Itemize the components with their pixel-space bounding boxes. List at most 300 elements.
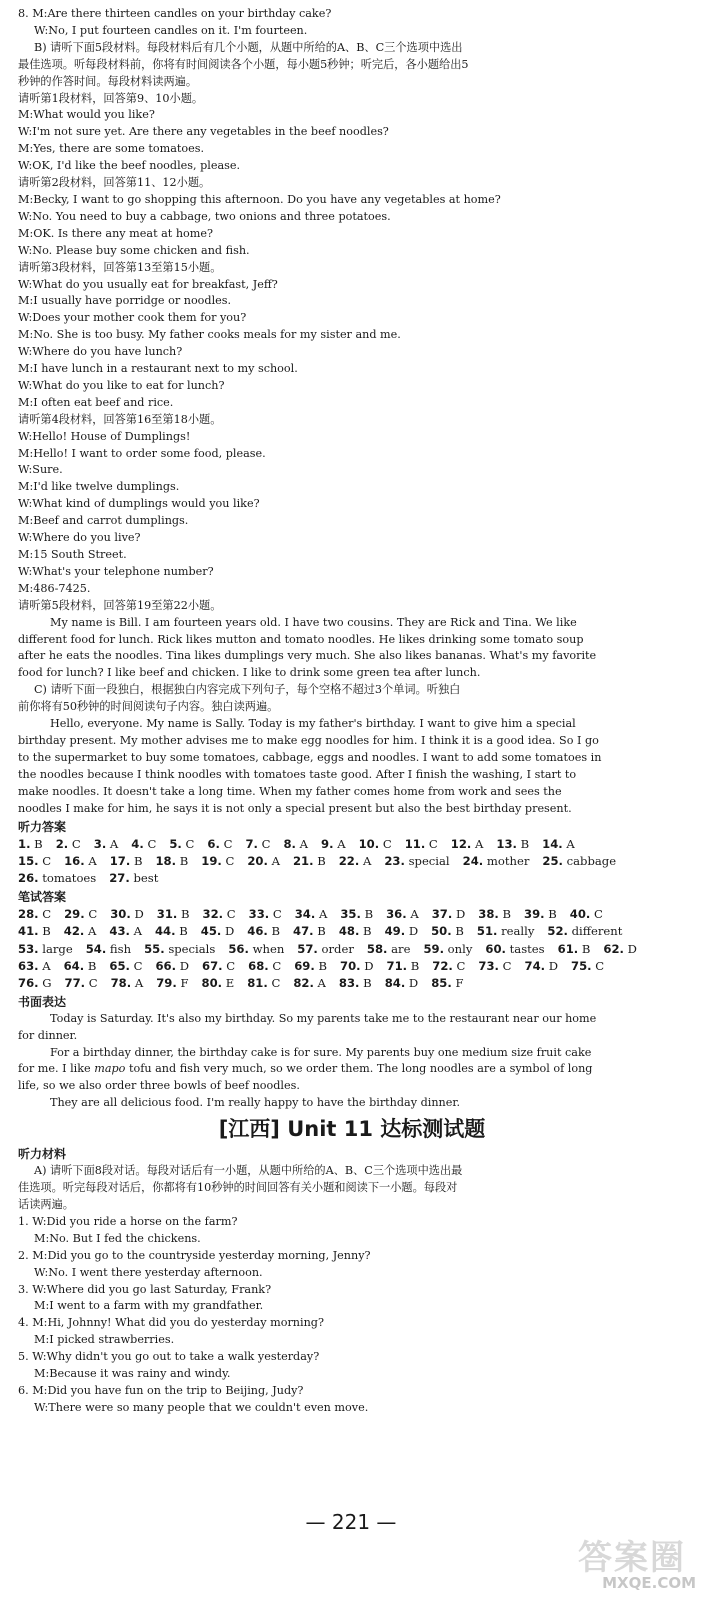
answer-item bbox=[321, 837, 346, 851]
answer-item bbox=[245, 837, 270, 851]
part-c-instruction: 前你将有50秒钟的时间阅读句子内容。独白读两遍。 bbox=[18, 700, 279, 714]
answer-number: 9. bbox=[321, 836, 334, 851]
dialog-list bbox=[18, 1214, 686, 1417]
dialog-question-line: 6. M:Did you have fun on the trip to Beijing, Judy? bbox=[18, 1383, 304, 1397]
answer-item bbox=[451, 837, 484, 851]
text-line: M:I'd like twelve dumplings. bbox=[18, 480, 180, 494]
answer-value: D bbox=[627, 941, 637, 956]
answer-value: C bbox=[271, 976, 281, 991]
answer-item bbox=[110, 907, 144, 921]
answer-item bbox=[524, 907, 557, 921]
text-line: M:15 South Street. bbox=[18, 548, 127, 561]
text-line: W:Hello! House of Dumplings! bbox=[18, 429, 191, 443]
answer-value: specials bbox=[168, 941, 216, 956]
answer-number: 60. bbox=[485, 941, 506, 956]
answer-value: B bbox=[133, 853, 143, 868]
answer-value: C bbox=[88, 976, 98, 991]
dialog-reply-line: M:I picked strawberries. bbox=[34, 1333, 175, 1347]
answer-number: 1. bbox=[18, 836, 31, 851]
answer-item bbox=[367, 942, 411, 956]
answer-value: B bbox=[271, 924, 281, 939]
answer-item bbox=[203, 907, 236, 921]
watermark-url: MXQE.COM bbox=[602, 1574, 696, 1592]
answer-item bbox=[423, 942, 472, 956]
monologue bbox=[18, 716, 686, 817]
answer-row bbox=[18, 870, 686, 887]
answer-number: 67. bbox=[202, 958, 223, 973]
answer-item bbox=[385, 976, 419, 990]
answer-number: 5. bbox=[169, 836, 182, 851]
answer-number: 76. bbox=[18, 976, 39, 991]
answer-value: A bbox=[318, 906, 328, 921]
answer-value: C bbox=[272, 906, 282, 921]
answer-value: tastes bbox=[509, 941, 545, 956]
answer-number: 7. bbox=[245, 836, 258, 851]
text-line: W:Where do you live? bbox=[18, 531, 141, 545]
text-line: My name is Bill. I am fourteen years old. I have two cousins. They are Rick and Tina. We like bbox=[50, 615, 577, 629]
answer-value: B bbox=[42, 924, 51, 939]
answer-number: 70. bbox=[340, 958, 361, 973]
answer-value: B bbox=[548, 906, 557, 921]
answer-number: 83. bbox=[338, 976, 360, 991]
answer-number: 33. bbox=[248, 906, 270, 921]
answer-value: B bbox=[455, 924, 464, 939]
answer-item bbox=[109, 959, 142, 973]
answer-value: C bbox=[594, 906, 603, 921]
answer-value: B bbox=[317, 924, 326, 939]
answer-value: best bbox=[133, 871, 159, 886]
answer-item bbox=[155, 959, 189, 973]
written-answers bbox=[18, 906, 686, 993]
answer-value: C bbox=[261, 836, 271, 851]
answer-number: 63. bbox=[18, 958, 39, 973]
answer-value: C bbox=[225, 853, 235, 868]
text-line: to the supermarket to buy some tomatoes, cabbage, eggs and noodles. I want to add some tomatoes in bbox=[18, 750, 602, 764]
unit-title: [江西] Unit 11 达标测试题 bbox=[218, 1117, 486, 1142]
watermark bbox=[546, 1530, 696, 1592]
text-line: noodles I make for him, he says it is not only a special present but also the best birthday present. bbox=[18, 801, 572, 815]
answer-row bbox=[18, 836, 686, 853]
answer-value: B bbox=[364, 906, 374, 921]
answer-number: 27. bbox=[109, 871, 130, 886]
answer-number: 65. bbox=[109, 958, 130, 973]
text-line: M:I usually have porridge or noodles. bbox=[18, 294, 232, 308]
answer-value: really bbox=[501, 924, 535, 939]
part-a-instruction: 佳选项。听完每段对话后，你都将有10秒钟的时间回答有关小题和阅读下一小题。每段对 bbox=[18, 1181, 458, 1195]
answer-number: 28. bbox=[18, 906, 39, 921]
answer-value: order bbox=[321, 941, 354, 956]
dialog-question-line: 2. M:Did you go to the countryside yesterday morning, Jenny? bbox=[18, 1248, 371, 1262]
answer-item bbox=[542, 837, 575, 851]
answer-number: 11. bbox=[404, 836, 426, 851]
text-line: life, so we also order three bowls of beef noodles. bbox=[18, 1079, 300, 1093]
answer-value: fish bbox=[109, 941, 132, 956]
answer-value: C bbox=[42, 853, 52, 868]
answer-item bbox=[18, 871, 96, 885]
text-line: They are all delicious food. I'm really happy to have the birthday dinner. bbox=[50, 1096, 461, 1110]
answer-item bbox=[339, 924, 372, 938]
dialog-question-line: 3. W:Where did you go last Saturday, Frank? bbox=[18, 1282, 272, 1296]
answer-item bbox=[109, 871, 158, 885]
answer-item bbox=[293, 924, 326, 938]
answer-number: 35. bbox=[340, 906, 361, 921]
written-answers-heading: 笔试答案 bbox=[18, 889, 67, 904]
answer-item bbox=[157, 907, 190, 921]
section2-heading: 听力材料 bbox=[18, 1147, 67, 1162]
answer-item bbox=[155, 924, 188, 938]
text-line: M:Becky, I want to go shopping this afternoon. Do you have any vegetables at home? bbox=[18, 192, 501, 206]
answer-value: B bbox=[318, 958, 327, 973]
passage-heading: 请听第2段材料，回答第11、12小题。 bbox=[18, 176, 211, 190]
answer-number: 24. bbox=[462, 853, 484, 868]
answer-item bbox=[144, 942, 215, 956]
answer-value: when bbox=[252, 941, 285, 956]
answer-number: 58. bbox=[366, 941, 388, 956]
text-line: for dinner. bbox=[18, 1028, 78, 1042]
text-line: the noodles because I think noodles with tomatoes taste good. After I finish the washing, I start to bbox=[18, 767, 577, 781]
answer-number: 64. bbox=[63, 958, 85, 973]
text-line: Today is Saturday. It's also my birthday. So my parents take me to the restaurant near our home bbox=[50, 1011, 597, 1025]
answer-value: F bbox=[455, 976, 464, 991]
answer-value: D bbox=[134, 906, 144, 921]
listening-answers-heading: 听力答案 bbox=[18, 819, 67, 834]
answer-number: 29. bbox=[64, 906, 85, 921]
answer-value: tomatoes bbox=[42, 871, 97, 886]
answer-number: 72. bbox=[432, 958, 453, 973]
answer-value: D bbox=[364, 958, 374, 973]
answer-value: C bbox=[71, 836, 81, 851]
answer-item bbox=[431, 924, 464, 938]
answer-value: G bbox=[42, 976, 52, 991]
answer-item bbox=[558, 942, 591, 956]
answer-row bbox=[18, 958, 686, 975]
answer-item bbox=[201, 854, 234, 868]
answer-item bbox=[295, 907, 328, 921]
answer-number: 25. bbox=[542, 853, 563, 868]
answer-value: special bbox=[408, 853, 450, 868]
answer-number: 49. bbox=[384, 924, 406, 939]
answer-item bbox=[570, 907, 603, 921]
answer-item bbox=[432, 907, 466, 921]
answer-item bbox=[109, 924, 142, 938]
answer-value: C bbox=[456, 958, 466, 973]
answer-number: 46. bbox=[247, 924, 268, 939]
answer-row bbox=[18, 906, 686, 923]
answer-number: 68. bbox=[248, 958, 269, 973]
answer-item bbox=[386, 907, 419, 921]
answer-item bbox=[64, 907, 97, 921]
answer-value: A bbox=[475, 836, 484, 851]
answer-item bbox=[18, 854, 51, 868]
answer-item bbox=[603, 942, 637, 956]
answer-number: 57. bbox=[297, 941, 318, 956]
answer-value: C bbox=[382, 836, 392, 851]
answer-item bbox=[64, 854, 97, 868]
answer-value: C bbox=[223, 836, 233, 851]
answer-number: 42. bbox=[63, 924, 85, 939]
answer-number: 12. bbox=[450, 836, 472, 851]
answer-item bbox=[65, 976, 98, 990]
answer-number: 23. bbox=[384, 853, 405, 868]
text-line: M:I often eat beef and rice. bbox=[18, 395, 174, 409]
answer-value: B bbox=[581, 941, 591, 956]
dialog-question-line: 4. M:Hi, Johnny! What did you do yesterday morning? bbox=[18, 1316, 324, 1330]
answer-number: 81. bbox=[247, 976, 268, 991]
answer-item bbox=[169, 837, 194, 851]
answer-number: 48. bbox=[338, 924, 360, 939]
answer-item bbox=[18, 924, 51, 938]
text-line: For a birthday dinner, the birthday cake is for sure. My parents buy one medium size fruit cake bbox=[50, 1045, 592, 1059]
passage-2 bbox=[18, 192, 686, 260]
text-line: W:What kind of dumplings would you like? bbox=[18, 497, 260, 511]
answer-value: A bbox=[133, 924, 142, 939]
answer-item bbox=[248, 959, 281, 973]
passage-4 bbox=[18, 429, 686, 598]
answer-item bbox=[496, 837, 529, 851]
answer-row bbox=[18, 975, 686, 992]
answer-value: A bbox=[299, 836, 309, 851]
answer-value: C bbox=[42, 906, 52, 921]
dialog-reply-line: M:I went to a farm with my grandfather. bbox=[34, 1299, 264, 1313]
text-line: W:Where do you have lunch? bbox=[18, 345, 183, 359]
dialog-reply-line: M:Because it was rainy and windy. bbox=[34, 1367, 231, 1381]
answer-value: different bbox=[571, 924, 623, 939]
passage-5 bbox=[18, 615, 686, 683]
answer-value: A bbox=[271, 853, 280, 868]
answer-number: 50. bbox=[431, 924, 452, 939]
passage-heading: 请听第1段材料，回答第9、10小题。 bbox=[18, 91, 204, 105]
answer-number: 4. bbox=[131, 836, 144, 851]
answer-value: B bbox=[363, 976, 372, 991]
answer-item bbox=[477, 924, 535, 938]
answer-value: only bbox=[447, 941, 473, 956]
answer-item bbox=[56, 837, 81, 851]
part-a-instruction: A) 请听下面8段对话。每段对话后有一小题，从题中所给的A、B、C三个选项中选出最 bbox=[34, 1164, 463, 1178]
answer-item bbox=[247, 854, 280, 868]
answer-value: B bbox=[317, 853, 326, 868]
answer-number: 31. bbox=[156, 906, 178, 921]
answer-number: 44. bbox=[154, 924, 176, 939]
answer-row bbox=[18, 923, 686, 940]
answer-number: 77. bbox=[64, 976, 86, 991]
text-line: M:I have lunch in a restaurant next to my school. bbox=[18, 362, 298, 376]
answer-item bbox=[64, 924, 97, 938]
answer-number: 10. bbox=[358, 836, 380, 851]
answer-value: B bbox=[363, 924, 372, 939]
answer-number: 41. bbox=[18, 924, 39, 939]
answer-number: 85. bbox=[431, 976, 452, 991]
answer-item bbox=[431, 976, 463, 990]
part-b-instruction: 最佳选项。听每段材料前，你将有时间阅读各个小题，每小题5秒钟；听完后，各小题给出5 bbox=[18, 57, 469, 71]
answer-item bbox=[384, 854, 449, 868]
text-line: different food for lunch. Rick likes mutton and tomato noodles. He likes drinking some tomato soup bbox=[18, 632, 584, 646]
part-c-instruction: C) 请听下面一段独白，根据独白内容完成下列句子，每个空格不超过3个单词。听独白 bbox=[34, 683, 461, 697]
answer-item bbox=[18, 907, 51, 921]
answer-number: 8. bbox=[283, 836, 296, 851]
answer-item bbox=[387, 959, 420, 973]
answer-item bbox=[485, 942, 544, 956]
answer-value: B bbox=[502, 906, 512, 921]
answer-value: A bbox=[317, 976, 326, 991]
answer-item bbox=[18, 976, 52, 990]
answer-value: E bbox=[225, 976, 235, 991]
answer-value: D bbox=[548, 958, 559, 973]
answer-number: 37. bbox=[431, 906, 453, 921]
answer-number: 43. bbox=[109, 924, 130, 939]
text-line: for me. I like mapo tofu and fish very much, so we order them. The long noodles are a symbol of long bbox=[18, 1062, 593, 1076]
answer-value: B bbox=[87, 958, 97, 973]
text-line: W:What's your telephone number? bbox=[18, 564, 214, 578]
dialog-reply-line: W:There were so many people that we couldn't even move. bbox=[34, 1400, 369, 1414]
answer-value: large bbox=[42, 941, 73, 956]
answer-item bbox=[297, 942, 354, 956]
answer-number: 36. bbox=[386, 906, 407, 921]
text-line: M:Beef and carrot dumplings. bbox=[18, 514, 189, 528]
answer-number: 53. bbox=[18, 941, 39, 956]
answer-number: 17. bbox=[109, 853, 131, 868]
passage-heading: 请听第4段材料，回答第16至第18小题。 bbox=[18, 412, 222, 426]
answer-number: 75. bbox=[571, 958, 592, 973]
answer-number: 15. bbox=[18, 853, 39, 868]
answer-item bbox=[202, 959, 235, 973]
answer-number: 22. bbox=[338, 853, 360, 868]
writing-heading: 书面表达 bbox=[18, 994, 67, 1009]
answer-value: B bbox=[180, 906, 190, 921]
answer-value: cabbage bbox=[566, 853, 617, 868]
answer-number: 30. bbox=[110, 906, 131, 921]
answer-item bbox=[293, 854, 326, 868]
answer-number: 80. bbox=[201, 976, 223, 991]
answer-number: 71. bbox=[386, 958, 408, 973]
answer-number: 26. bbox=[18, 871, 39, 886]
answer-item bbox=[283, 837, 308, 851]
answer-number: 51. bbox=[476, 924, 498, 939]
passage-3 bbox=[18, 277, 686, 412]
text-line: W:What do you like to eat for lunch? bbox=[18, 378, 225, 392]
answer-number: 79. bbox=[156, 976, 177, 991]
answer-item bbox=[247, 976, 280, 990]
answer-value: B bbox=[410, 958, 420, 973]
text-line: W:OK, I'd like the beef noodles, please. bbox=[18, 159, 241, 173]
answer-item bbox=[18, 959, 51, 973]
answer-value: C bbox=[272, 958, 282, 973]
answer-item bbox=[525, 959, 559, 973]
dialog-reply-line: W:No. I went there yesterday afternoon. bbox=[34, 1265, 263, 1279]
page-number: — 221 — bbox=[305, 1510, 397, 1534]
answer-item bbox=[542, 854, 616, 868]
answer-number: 84. bbox=[384, 976, 406, 991]
answer-item bbox=[18, 942, 73, 956]
answer-value: C bbox=[428, 836, 438, 851]
passage-heading: 请听第3段材料，回答第13至第15小题。 bbox=[18, 260, 222, 274]
answer-item bbox=[478, 907, 511, 921]
answer-number: 13. bbox=[496, 836, 517, 851]
answer-number: 62. bbox=[603, 941, 624, 956]
answer-value: A bbox=[134, 976, 144, 991]
answer-item bbox=[86, 942, 131, 956]
answer-value: A bbox=[566, 836, 575, 851]
answer-value: A bbox=[410, 906, 419, 921]
answer-value: B bbox=[520, 836, 530, 851]
answer-item bbox=[202, 976, 235, 990]
text-line: M:Yes, there are some tomatoes. bbox=[18, 142, 205, 156]
answer-value: B bbox=[179, 853, 189, 868]
answer-number: 19. bbox=[201, 853, 222, 868]
answer-item bbox=[156, 976, 188, 990]
answer-item bbox=[293, 976, 326, 990]
text-line: M:486-7425. bbox=[18, 581, 91, 595]
text-line: M:OK. Is there any meat at home? bbox=[18, 226, 214, 240]
answer-item bbox=[131, 837, 156, 851]
answer-row bbox=[18, 941, 686, 958]
answer-item bbox=[340, 959, 374, 973]
answer-number: 82. bbox=[293, 976, 314, 991]
answer-item bbox=[294, 959, 327, 973]
answer-value: A bbox=[337, 836, 346, 851]
answer-value: D bbox=[408, 976, 419, 991]
answer-number: 2. bbox=[55, 836, 69, 851]
answer-item bbox=[432, 959, 465, 973]
answer-value: C bbox=[133, 958, 143, 973]
answer-value: C bbox=[226, 906, 236, 921]
answer-number: 56. bbox=[228, 941, 249, 956]
text-line: make noodles. It doesn't take a long time. When my father comes home from work and sees the bbox=[18, 784, 562, 798]
answer-value: F bbox=[180, 976, 189, 991]
text-line: M:Hello! I want to order some food, please. bbox=[18, 446, 266, 460]
answer-number: 18. bbox=[155, 853, 177, 868]
answer-item bbox=[155, 854, 188, 868]
answer-item bbox=[247, 924, 280, 938]
part-b-instruction: B) 请听下面5段材料。每段材料后有几个小题，从题中所给的A、B、C三个选项中选出 bbox=[34, 40, 463, 54]
answer-value: D bbox=[179, 958, 190, 973]
answer-value: A bbox=[109, 836, 119, 851]
text-line: W:Sure. bbox=[18, 463, 63, 477]
text-line: W:No. Please buy some chicken and fish. bbox=[18, 243, 250, 257]
answer-item bbox=[385, 924, 419, 938]
answer-number: 3. bbox=[93, 836, 107, 851]
answer-number: 38. bbox=[478, 906, 499, 921]
text-line: M:What would you like? bbox=[18, 108, 155, 122]
answer-number: 66. bbox=[155, 958, 177, 973]
answer-number: 20. bbox=[247, 853, 268, 868]
answer-number: 32. bbox=[202, 906, 224, 921]
answer-value: D bbox=[224, 924, 235, 939]
answer-number: 73. bbox=[478, 958, 499, 973]
answer-number: 14. bbox=[542, 836, 563, 851]
dialog-question-line: 5. W:Why didn't you go out to take a walk yesterday? bbox=[18, 1350, 320, 1364]
answer-value: C bbox=[185, 836, 195, 851]
listening-answers bbox=[18, 836, 686, 888]
dialog-reply-line: M:No. But I fed the chickens. bbox=[34, 1231, 201, 1245]
answer-value: D bbox=[408, 924, 419, 939]
passage-1 bbox=[18, 107, 686, 175]
answer-item bbox=[110, 854, 143, 868]
answer-value: are bbox=[391, 941, 411, 956]
dialog-question-line: 1. W:Did you ride a horse on the farm? bbox=[18, 1214, 238, 1228]
answer-number: 61. bbox=[557, 941, 579, 956]
answer-value: A bbox=[42, 958, 51, 973]
text-line: birthday present. My mother advises me to make egg noodles for him. I think it is a good idea. So I go bbox=[18, 733, 599, 747]
answer-item bbox=[228, 942, 284, 956]
answer-item bbox=[249, 907, 282, 921]
answer-value: A bbox=[362, 853, 372, 868]
text-line: W:I'm not sure yet. Are there any vegetables in the beef noodles? bbox=[18, 125, 389, 139]
text-line: food for lunch? I like beef and chicken. I like to drink some green tea after lunch. bbox=[18, 666, 481, 680]
text-line: after he eats the noodles. Tina likes dumplings very much. She also likes bananas. What's my favorite bbox=[18, 649, 597, 663]
answer-value: D bbox=[455, 906, 466, 921]
answer-number: 55. bbox=[144, 941, 165, 956]
answer-value: C bbox=[226, 958, 236, 973]
